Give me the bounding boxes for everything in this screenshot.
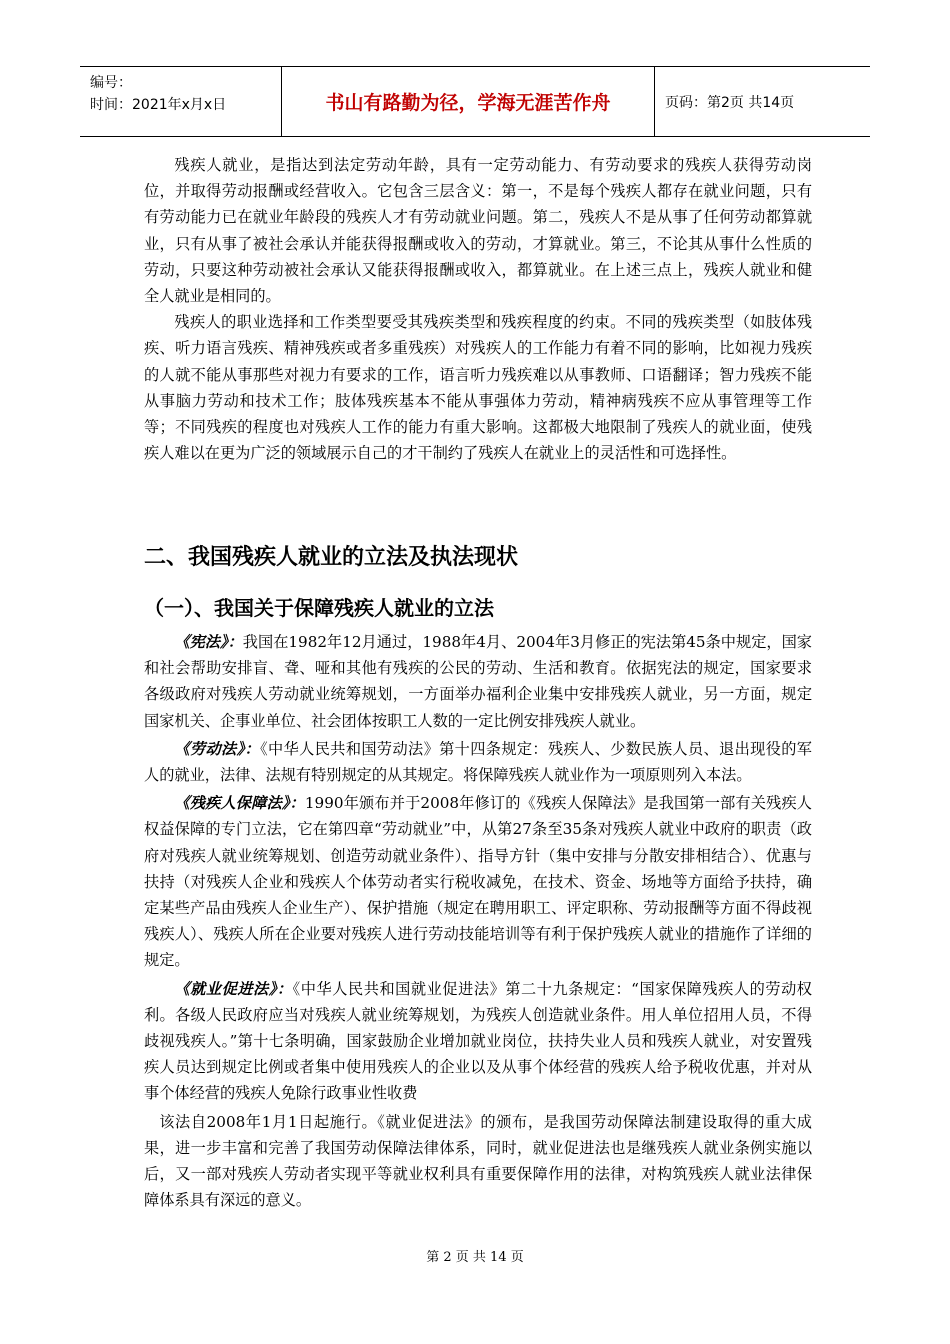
closing-paragraph: 该法自2008年1月1日起施行。《就业促进法》的颁布，是我国劳动保障法制建设取得的重大成果，进一步丰富和完善了我国劳动保障法律体系，同时，就业促进法也是继残疾人就业条例实施以后，又一部对残疾人劳动者实现平等就业权利具有重要保障作用的法律，对构筑残疾人就业法律保障体系具有深远的意义。	[144, 1112, 812, 1210]
header-motto: 书山有路勤为径，学海无涯苦作舟	[282, 67, 655, 136]
page-footer-number: 第 2 页 共 14 页	[426, 1250, 524, 1265]
body-paragraph: 残疾人的职业选择和工作类型要受其残疾类型和残疾程度的约束。不同的残疾类型（如肢体残疾、听力语言残疾、精神残疾或者多重残疾）对残疾人的工作能力有着不同的影响，比如视力残疾的人就不能从事那些对视力有要求的工作，语言听力残疾难以从事教师、口语翻译；智力残疾不能从事脑力劳动和技术工作；肢体残疾基本不能从事强体力劳动，精神病残疾不应从事管理等工作等；不同残疾的程度也对残疾人工作的能力有重大影响。这都极大地限制了残疾人的就业面，使残疾人难以在更为广泛的领域展示自己的才干制约了残疾人在就业上的灵活性和可选择性。	[144, 313, 812, 463]
legislation-section	[144, 629, 812, 1215]
page-header	[80, 66, 870, 137]
law-text: 《中华人民共和国劳动法》第十四条规定：残疾人、少数民族人员、退出现役的军人的就业，法律、法规有特别规定的从其规定。将保障残疾人就业作为一项原则列入本法。	[144, 739, 812, 785]
law-paragraph-constitution	[144, 629, 812, 734]
law-label: 《劳动法》：	[174, 739, 261, 758]
intro-section	[144, 152, 812, 466]
law-label: 《就业促进法》：	[174, 979, 293, 998]
law-label: 《残疾人保障法》：	[174, 794, 305, 813]
header-meta	[80, 67, 282, 136]
law-paragraph-labor-law	[144, 736, 812, 788]
law-paragraph-disability-protection	[144, 790, 812, 973]
law-paragraph-employment-promotion	[144, 976, 812, 1107]
body-paragraph: 残疾人就业，是指达到法定劳动年龄，具有一定劳动能力、有劳动要求的残疾人获得劳动岗位，并取得劳动报酬或经营收入。它包含三层含义：第一，不是每个残疾人都存在就业问题，只有有劳动能力已在就业年龄段的残疾人才有劳动就业问题。第二，残疾人不是从事了任何劳动都算就业，只有从事了被社会承认并能获得报酬或收入的劳动，才算就业。第三，不论其从事什么性质的劳动，只要这种劳动被社会承认又能获得报酬或收入，都算就业。在上述三点上，残疾人就业和健全人就业是相同的。	[144, 156, 812, 306]
subsection-heading: （一）、我国关于保障残疾人就业的立法	[144, 596, 494, 620]
document-code-label: 编号：	[90, 75, 132, 91]
law-text: 我国在1982年12月通过，1988年4月、2004年3月修正的宪法第45条中规定，国家和社会帮助安排盲、聋、哑和其他有残疾的公民的劳动、生活和教育。依据宪法的规定，国家要求各级政府对残疾人劳动就业统筹规划，一方面举办福利企业集中安排残疾人就业，另一方面，规定国家机关、企事业单位、社会团体按职工人数的一定比例安排残疾人就业。	[144, 633, 812, 730]
document-time-label: 时间：2021年x月x日	[90, 97, 227, 113]
law-label: 《宪法》：	[174, 633, 243, 651]
header-page-info: 页码：第2页 共14页	[665, 94, 795, 111]
section-heading: 二、我国残疾人就业的立法及执法现状	[144, 545, 519, 570]
law-text: 1990年颁布并于2008年修订的《残疾人保障法》是我国第一部有关残疾人权益保障的专门立法，它在第四章“劳动就业”中，从第27条至35条对残疾人就业中政府的职责（政府对残疾人就业统筹规划、创造劳动就业条件）、指导方针（集中安排与分散安排相结合）、优惠与扶持（对残疾人企业和残疾人个体劳动者实行税收减免，在技术、资金、场地等方面给予扶持，确定某些产品由残疾人企业生产）、保护措施（规定在聘用职工、评定职称、劳动报酬等方面不得歧视残疾人）、残疾人所在企业要对残疾人进行劳动技能培训等有利于保护残疾人就业的措施作了详细的规定。	[144, 794, 812, 970]
law-text: 《中华人民共和国就业促进法》第二十九条规定：“国家保障残疾人的劳动权利。各级人民政府应当对残疾人就业统筹规划，为残疾人创造就业条件。用人单位招用人员，不得歧视残疾人。”第十七条明确，国家鼓励企业增加就业岗位，扶持失业人员和残疾人就业，对安置残疾人员达到规定比例或者集中使用残疾人的企业以及从事个体经营的残疾人给予税收优惠，并对从事个体经营的残疾人免除行政事业性收费	[144, 979, 812, 1103]
